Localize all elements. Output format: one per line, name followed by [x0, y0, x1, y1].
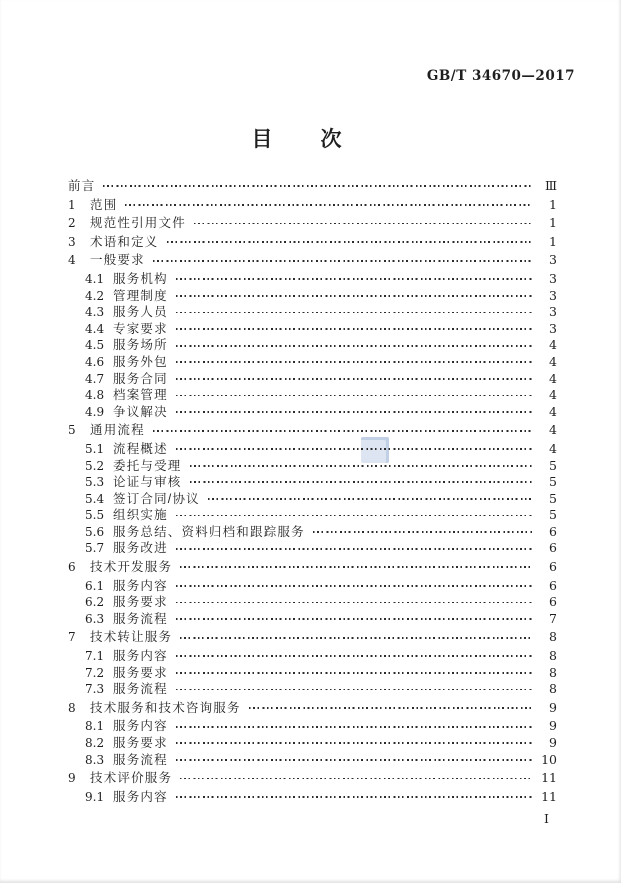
- toc-entry: [68, 735, 557, 752]
- toc-page-number: 3: [549, 287, 557, 303]
- toc-page-number: 3: [549, 304, 557, 320]
- toc-entry-number: 5.5: [85, 508, 105, 523]
- toc-page-number: 4: [549, 337, 557, 353]
- toc-page-number: 9: [549, 735, 557, 750]
- toc-entry: [68, 665, 557, 682]
- dot-leader: [103, 185, 532, 187]
- toc-entry-label: 服务流程: [113, 752, 168, 767]
- dot-leader: [190, 481, 532, 483]
- toc-entry-number: 5.4: [85, 491, 105, 506]
- toc-entry-label: 服务合同: [113, 371, 168, 386]
- toc-page-number: 1: [549, 233, 557, 249]
- toc-entry-number: 8.3: [85, 752, 105, 767]
- dot-leader: [176, 618, 532, 620]
- toc-entry-label: 技术服务和技术咨询服务: [90, 700, 241, 715]
- dot-leader: [176, 726, 532, 728]
- dot-leader: [176, 602, 532, 604]
- toc-entry-label: 服务流程: [113, 682, 168, 697]
- toc-page-number: 11: [541, 788, 557, 804]
- toc-entry-label: 通用流程: [90, 423, 145, 438]
- toc-entry-number: 6: [68, 560, 76, 575]
- toc-page-number: 4: [549, 440, 557, 456]
- toc-entry-label: 服务内容: [113, 649, 168, 664]
- standard-code-header: GB/T 34670—2017: [426, 68, 575, 84]
- toc-entry-number: 4.1: [85, 271, 105, 286]
- toc-page-number: 6: [549, 559, 557, 575]
- toc-page-number: 5: [549, 457, 557, 473]
- toc-entry-label: 服务内容: [113, 578, 168, 593]
- toc-entry-label: 专家要求: [113, 321, 168, 336]
- toc-entry: [68, 321, 557, 338]
- toc-entry-number: 4.4: [85, 321, 105, 336]
- toc-entry: [68, 611, 557, 628]
- toc-entry-number: 4.5: [85, 338, 105, 353]
- toc-entry-number: 4.2: [85, 288, 105, 303]
- toc-entry-label: 技术评价服务: [90, 771, 173, 786]
- toc-page-number: 9: [549, 718, 557, 734]
- page-title: 目 次: [251, 128, 344, 151]
- dot-leader: [176, 672, 532, 674]
- toc-entry: [68, 789, 557, 806]
- toc-entry-label: 档案管理: [113, 388, 168, 403]
- dot-leader: [153, 430, 532, 432]
- dot-leader: [176, 395, 532, 397]
- toc-page-number: 5: [549, 507, 557, 523]
- toc-entry-label: 服务流程: [113, 611, 168, 626]
- toc-entry-label: 服务内容: [113, 719, 168, 734]
- toc-entry: [68, 458, 557, 475]
- toc-entry-label: 技术开发服务: [90, 560, 173, 575]
- toc-entry-label: 流程概述: [113, 441, 168, 456]
- toc-page-number: 3: [549, 270, 557, 286]
- toc-page-number: 5: [549, 490, 557, 506]
- toc-entry-label: 一般要求: [90, 253, 145, 268]
- toc-page-number: 8: [549, 648, 557, 664]
- dot-leader: [176, 689, 532, 691]
- toc-entry-number: 6.1: [85, 578, 105, 593]
- toc-page-number: 11: [541, 770, 557, 786]
- toc-entry-label: 签订合同/协议: [113, 491, 200, 506]
- toc-entry: [68, 540, 557, 557]
- toc-entry-label: 服务要求: [113, 595, 168, 610]
- toc-entry-number: 8.1: [85, 719, 105, 734]
- toc-entry-number: 5: [68, 423, 76, 438]
- toc-entry-label: 规范性引用文件: [90, 216, 186, 231]
- toc-entry-number: 6.2: [85, 595, 105, 610]
- dot-leader: [176, 585, 532, 587]
- toc-entry: [68, 404, 557, 421]
- dot-leader: [125, 204, 532, 206]
- toc-entry-number: 5.6: [85, 524, 105, 539]
- toc-page-number: Ⅲ: [544, 178, 557, 193]
- toc-entry-label: 范围: [90, 197, 118, 212]
- dot-leader: [176, 515, 532, 517]
- toc-entry-label: 术语和定义: [90, 234, 159, 249]
- dot-leader: [176, 655, 532, 657]
- dot-leader: [249, 707, 532, 709]
- toc-entry: [68, 422, 557, 439]
- toc-entry-label: 争议解决: [113, 404, 168, 419]
- dot-leader: [190, 465, 532, 467]
- toc-page-number: 1: [549, 196, 557, 212]
- toc-entry-number: 1: [68, 197, 76, 212]
- toc-entry-label: 服务人员: [113, 305, 168, 320]
- dot-leader: [313, 531, 532, 533]
- toc-entry: [68, 271, 557, 288]
- toc-entry-number: 8: [68, 700, 76, 715]
- toc-entry-number: 5.2: [85, 458, 105, 473]
- toc-entry: [68, 215, 557, 232]
- toc-page-number: 4: [549, 353, 557, 369]
- toc-entry-number: 6.3: [85, 611, 105, 626]
- toc-entry-number: 3: [68, 234, 76, 249]
- toc-page-number: 3: [549, 320, 557, 336]
- toc-entry-number: 9.1: [85, 789, 105, 804]
- toc-entry: [68, 234, 557, 251]
- toc-page-number: 8: [549, 664, 557, 680]
- dot-leader: [176, 278, 532, 280]
- toc-entry: [68, 648, 557, 665]
- toc-entry: [68, 752, 557, 769]
- toc-page-number: 5: [549, 474, 557, 490]
- toc-entry-number: 4.3: [85, 305, 105, 320]
- toc-entry: [68, 304, 557, 321]
- toc-page-number: 4: [549, 403, 557, 419]
- toc-entry-label: 技术转让服务: [90, 630, 173, 645]
- toc-page-number: 6: [549, 594, 557, 610]
- toc-entry: [68, 578, 557, 595]
- toc-page-number: 6: [549, 540, 557, 556]
- toc-entry-label: 服务要求: [113, 665, 168, 680]
- toc-entry-number: 7.1: [85, 649, 105, 664]
- toc-entry: [68, 371, 557, 388]
- toc-entry: [68, 197, 557, 214]
- toc-page-number: 7: [549, 610, 557, 626]
- toc-entry: [68, 507, 557, 524]
- toc-entry-number: 8.2: [85, 736, 105, 750]
- dot-leader: [176, 759, 532, 761]
- toc-page-number: 6: [549, 523, 557, 539]
- toc-entry-number: 4.8: [85, 388, 105, 403]
- toc-entry-label: 服务外包: [113, 354, 168, 369]
- dot-leader: [176, 796, 532, 798]
- toc-page-number: 4: [549, 422, 557, 438]
- dot-leader: [176, 548, 532, 550]
- dot-leader: [176, 312, 532, 314]
- dot-leader: [176, 361, 532, 363]
- toc-entry-label: 服务改进: [113, 541, 168, 556]
- toc-entry: [68, 252, 557, 269]
- dot-leader: [180, 637, 532, 639]
- toc-entry: [68, 718, 557, 735]
- dot-leader: [176, 345, 532, 347]
- toc-entry-number: 2: [68, 216, 76, 231]
- toc-page-number: 4: [549, 370, 557, 386]
- toc-entry: [68, 770, 557, 787]
- toc-entry: [68, 559, 557, 576]
- dot-leader: [176, 411, 532, 413]
- dot-leader: [153, 260, 532, 262]
- toc-page-number: 3: [549, 252, 557, 268]
- toc-entry-label: 组织实施: [113, 508, 168, 523]
- dot-leader: [176, 448, 532, 450]
- toc-entry: [68, 354, 557, 371]
- dot-leader: [194, 223, 532, 225]
- toc-entry-number: 5.7: [85, 541, 105, 556]
- dot-leader: [180, 778, 532, 780]
- table-of-contents: [68, 176, 557, 805]
- toc-entry: [68, 178, 557, 195]
- dot-leader: [176, 378, 532, 380]
- toc-entry-label: 服务总结、资料归档和跟踪服务: [113, 524, 305, 539]
- toc-page-number: 10: [541, 751, 557, 767]
- toc-entry: [68, 474, 557, 491]
- toc-page-number: 9: [549, 699, 557, 715]
- toc-entry-label: 服务场所: [113, 338, 168, 353]
- toc-entry: [68, 387, 557, 404]
- dot-leader: [208, 498, 532, 500]
- toc-entry-number: 5.1: [85, 441, 105, 456]
- toc-entry-number: 5.3: [85, 475, 105, 490]
- toc-entry: [68, 441, 557, 458]
- toc-page-number: 8: [549, 629, 557, 645]
- toc-entry: [68, 629, 557, 646]
- dot-leader: [176, 328, 532, 330]
- toc-page-number: 8: [549, 681, 557, 697]
- toc-entry-number: 4.9: [85, 404, 105, 419]
- toc-entry-number: 4.7: [85, 371, 105, 386]
- toc-entry: [68, 594, 557, 611]
- toc-entry-label: 服务机构: [113, 271, 168, 286]
- toc-entry: [68, 524, 557, 541]
- toc-entry: [68, 681, 557, 698]
- toc-entry-label: 委托与受理: [113, 458, 182, 473]
- toc-entry-number: 9: [68, 771, 76, 786]
- toc-entry-label: 前言: [68, 179, 96, 193]
- toc-page-number: 1: [549, 215, 557, 231]
- toc-page-number: 4: [549, 387, 557, 403]
- toc-entry-label: 管理制度: [113, 288, 168, 303]
- footer-page-number: Ⅰ: [544, 811, 549, 826]
- toc-entry: [68, 288, 557, 305]
- toc-entry-number: 7.2: [85, 665, 105, 680]
- toc-entry-number: 7: [68, 630, 76, 645]
- toc-entry-number: 7.3: [85, 682, 105, 697]
- dot-leader: [176, 295, 532, 297]
- toc-entry: [68, 700, 557, 717]
- toc-entry: [68, 491, 557, 508]
- dot-leader: [176, 742, 532, 744]
- dot-leader: [180, 566, 532, 568]
- toc-entry-label: 服务内容: [113, 789, 168, 804]
- toc-entry-number: 4: [68, 253, 76, 268]
- dot-leader: [167, 241, 532, 243]
- toc-page-number: 6: [549, 577, 557, 593]
- toc-entry: [68, 337, 557, 354]
- toc-entry-number: 4.6: [85, 354, 105, 369]
- toc-entry-label: 服务要求: [113, 736, 168, 750]
- toc-entry-label: 论证与审核: [113, 475, 182, 490]
